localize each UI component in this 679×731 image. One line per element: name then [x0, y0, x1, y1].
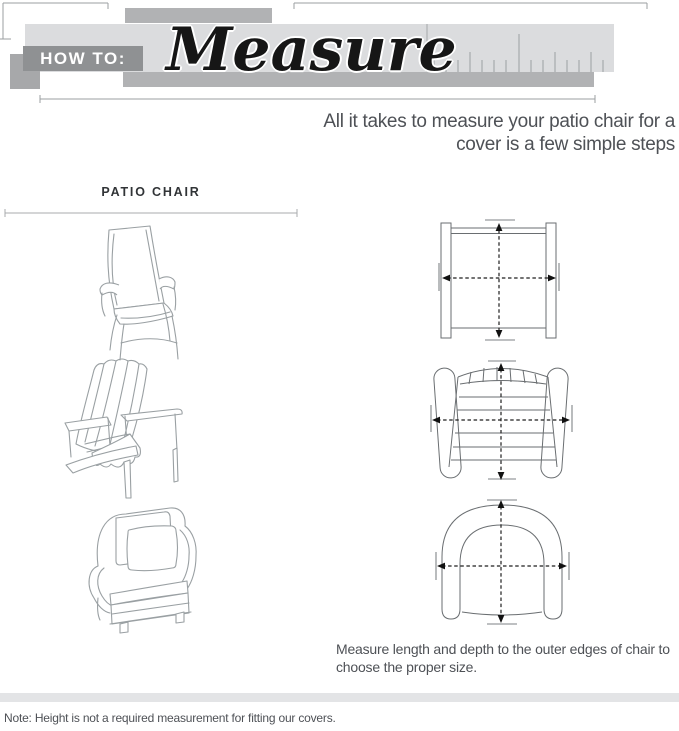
footer-note: Note: Height is not a required measurement for fitting our covers. — [4, 711, 336, 725]
heading-measure-line-icon — [5, 208, 297, 220]
ruler-ticks-icon — [434, 34, 603, 72]
adirondack-top-view-measurement-diagram — [425, 355, 577, 485]
section-heading: PATIO CHAIR — [101, 185, 201, 199]
wicker-chair-top-view-measurement-diagram — [430, 496, 575, 628]
subtitle-line-1: All it takes to measure your patio chair for a — [323, 111, 675, 132]
patio-chair-top-view-measurement-diagram — [432, 214, 567, 346]
adirondack-chair-illustration — [64, 358, 204, 502]
page-title: Measure — [166, 15, 457, 85]
subtitle-line-2: cover is a few simple steps — [456, 134, 675, 155]
high-back-sling-patio-chair-illustration — [93, 223, 208, 363]
measuring-instruction — [336, 641, 670, 676]
footer-divider-bar — [0, 693, 679, 702]
kicker-badge — [23, 46, 143, 71]
wicker-club-chair-illustration — [84, 502, 214, 636]
instruction-line-2: choose the proper size. — [336, 658, 477, 675]
kicker-label: HOW TO: — [40, 49, 126, 68]
subtitle — [323, 110, 675, 156]
instruction-line-1: Measure length and depth to the outer edges of chair to — [336, 641, 670, 657]
